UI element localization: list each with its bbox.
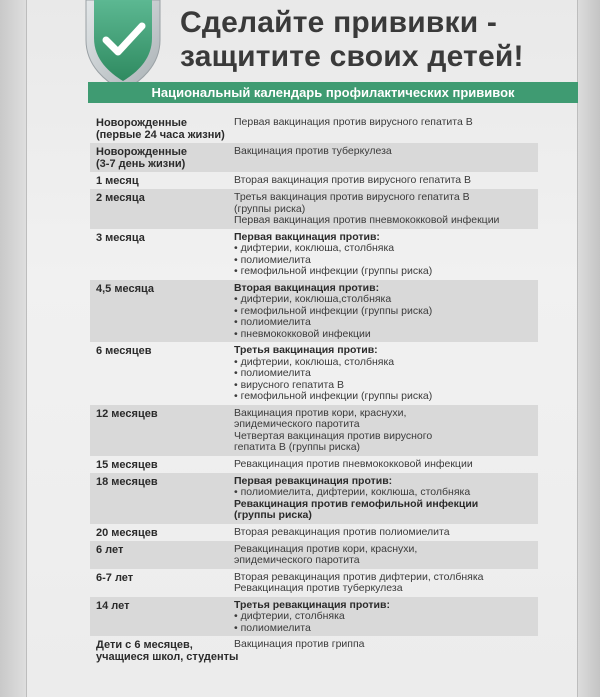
poster-frame-right [577, 0, 600, 697]
vaccine-cell [230, 280, 538, 343]
age-text: 6 лет [96, 543, 124, 556]
vaccine-cell [230, 541, 538, 569]
vaccine-text: Третья вакцинация против вирусного гепатита В [234, 191, 470, 203]
vaccine-text: Первая вакцинация против вирусного гепатита В [234, 116, 473, 128]
vaccine-text: Вторая ревакцинация против полиомиелита [234, 525, 450, 538]
vaccine-text: Ревакцинация против гемофильной инфекции [234, 497, 479, 510]
age-text: 2 месяца [96, 192, 145, 204]
vaccine-text: • вирусного гепатита В [234, 378, 344, 391]
vaccine-cell [230, 405, 538, 456]
table-row [90, 143, 538, 172]
vaccine-text: Ревакцинация против пневмококковой инфекции [234, 457, 473, 470]
vaccination-table [90, 114, 538, 665]
age-text: 6-7 лет [96, 571, 134, 584]
vaccine-cell [230, 114, 538, 143]
vaccine-cell [230, 229, 538, 280]
poster-frame-left [0, 0, 27, 697]
age-cell [90, 229, 230, 280]
vaccine-text: • полиомиелита [234, 316, 311, 328]
table-row [90, 172, 538, 189]
age-cell [90, 172, 230, 189]
vaccine-text: Первая вакцинация против: [234, 230, 380, 243]
vaccine-text: • гемофильной инфекции (группы риска) [234, 390, 433, 402]
vaccine-text: Первая ревакцинация против: [234, 474, 393, 487]
age-text: 12 месяцев [96, 407, 158, 420]
table-row [90, 569, 538, 597]
age-cell [90, 189, 230, 229]
age-cell [90, 524, 230, 541]
vaccine-text: • полиомиелита [234, 253, 311, 266]
vaccine-text: Третья ревакцинация против: [234, 598, 390, 611]
age-text: (3-7 день жизни) [96, 158, 186, 170]
vaccine-cell [230, 172, 538, 189]
vaccine-text: Первая вакцинация против пневмококковой инфекции [234, 214, 500, 226]
table-row [90, 229, 538, 280]
age-cell [90, 114, 230, 143]
age-text: (первые 24 часа жизни) [96, 129, 225, 141]
vaccine-cell [230, 597, 538, 637]
table-row [90, 456, 538, 473]
age-text: Дети с 6 месяцев, [96, 639, 193, 651]
age-text: 18 месяцев [96, 475, 158, 488]
vaccine-text: • полиомиелита, дифтерии, коклюша, столбняка [234, 486, 471, 498]
vaccine-text: Вакцинация против гриппа [234, 638, 365, 650]
vaccine-cell [230, 143, 538, 172]
vaccine-text: Ревакцинация против туберкулеза [234, 582, 403, 594]
vaccine-text: (группы риска) [234, 509, 312, 521]
age-cell [90, 541, 230, 569]
vaccine-cell [230, 473, 538, 524]
vaccine-cell [230, 569, 538, 597]
vaccine-text: гепатита В (группы риска) [234, 441, 361, 453]
age-cell [90, 456, 230, 473]
table-row [90, 405, 538, 456]
age-cell [90, 143, 230, 172]
vaccine-text: • пневмококковой инфекции [234, 327, 371, 340]
age-text: 4,5 месяца [96, 282, 155, 295]
calendar-heading: Национальный календарь профилактических прививок [88, 82, 578, 103]
vaccine-text: Вакцинация против туберкулеза [234, 145, 392, 157]
vaccine-text: эпидемического паротита [234, 554, 360, 566]
age-text: 6 месяцев [96, 345, 152, 357]
age-cell [90, 636, 239, 665]
vaccine-text: Ревакцинация против кори, краснухи, [234, 542, 418, 555]
vaccine-text: • дифтерии, коклюша,столбняка [234, 293, 392, 305]
table-row [90, 473, 538, 524]
vaccine-text: Вакцинация против кори, краснухи, [234, 406, 407, 419]
vaccine-text: Третья вакцинация против: [234, 344, 378, 356]
age-text: Новорожденные [96, 146, 187, 158]
vaccine-text: • гемофильной инфекции (группы риска) [234, 265, 433, 277]
vaccine-text: • полиомиелита [234, 621, 311, 634]
table-row [90, 597, 538, 637]
table-row [90, 524, 538, 541]
shield-check-icon [82, 0, 164, 92]
age-text: Новорожденные [96, 117, 187, 129]
vaccine-text: • дифтерии, коклюша, столбняка [234, 242, 395, 254]
age-cell [90, 342, 230, 405]
vaccine-text: Четвертая вакцинация против вирусного [234, 429, 433, 442]
table-row [90, 189, 538, 229]
vaccine-text: Вторая ревакцинация против дифтерии, столбняка [234, 570, 484, 583]
vaccine-cell [230, 456, 538, 473]
age-text: 15 месяцев [96, 458, 158, 471]
vaccine-cell [230, 636, 538, 665]
title-line-2: защитите своих детей! [180, 40, 524, 73]
vaccine-text: • полиомиелита [234, 367, 311, 379]
vaccine-cell [230, 342, 538, 405]
table-row [90, 114, 538, 143]
age-text: учащиеся школ, студенты [96, 651, 239, 663]
vaccine-text: • дифтерии, столбняка [234, 610, 345, 622]
title-line-1: Сделайте прививки - [180, 6, 498, 39]
age-cell [90, 280, 230, 343]
vaccine-text: • гемофильной инфекции (группы риска) [234, 304, 433, 317]
age-text: 3 месяца [96, 231, 145, 244]
vaccine-text: эпидемического паротита [234, 418, 360, 430]
table-row [90, 280, 538, 343]
vaccine-cell [230, 189, 538, 229]
table-row [90, 342, 538, 405]
age-cell [90, 597, 230, 637]
table-row [90, 541, 538, 569]
vaccine-text: Вторая вакцинация против вирусного гепатита В [234, 174, 472, 186]
page-title [180, 6, 580, 74]
age-text: 20 месяцев [96, 526, 158, 539]
table-row [90, 636, 538, 665]
age-cell [90, 473, 230, 524]
vaccine-text: • дифтерии, коклюша, столбняка [234, 355, 395, 368]
vaccine-text: (группы риска) [234, 202, 306, 215]
age-text: 14 лет [96, 599, 130, 612]
vaccine-text: Вторая вакцинация против: [234, 281, 380, 294]
age-cell [90, 569, 230, 597]
age-text: 1 месяц [96, 175, 139, 187]
age-cell [90, 405, 230, 456]
vaccine-cell [230, 524, 538, 541]
